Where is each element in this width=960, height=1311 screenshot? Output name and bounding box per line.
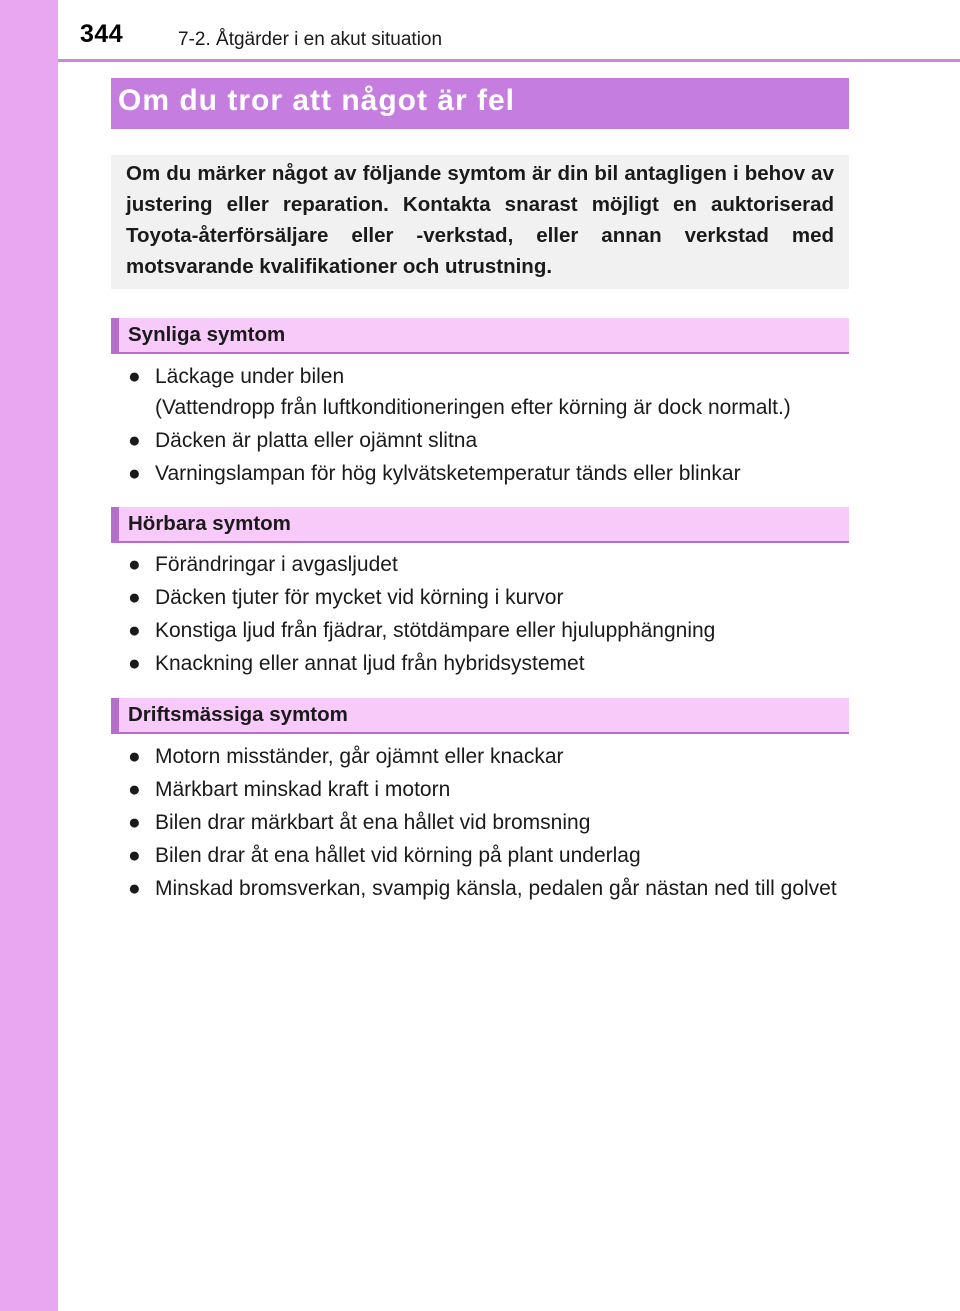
list-item [128, 615, 848, 646]
list-item-text: Läckage under bilen [155, 365, 345, 388]
bullet-icon: ● [128, 365, 141, 388]
header-rule [58, 59, 960, 62]
bullet-icon: ● [128, 811, 141, 834]
side-tab-strip [0, 0, 58, 1311]
intro-text: Om du märker något av följande symtom är din bil antagligen i behov av justering eller reparation. Kontakta snarast möjligt en auktoriserad Toyota-återförsäljare eller -verkstad, eller annan verkstad med motsvarande kvalifikationer och utrustning. [126, 162, 834, 278]
list-item [128, 840, 848, 871]
bullet-icon: ● [128, 844, 141, 867]
list-item [128, 458, 848, 489]
list-item-text: Bilen drar åt ena hållet vid körning på plant underlag [155, 844, 641, 867]
bullet-icon: ● [128, 619, 141, 642]
bullet-icon: ● [128, 462, 141, 485]
list-item-text: Förändringar i avgasljudet [155, 553, 398, 576]
section-accent-bar [111, 698, 119, 732]
symptom-list-audible [128, 549, 848, 681]
section-heading-label: Driftsmässiga symtom [128, 703, 348, 726]
page-number: 344 [80, 20, 124, 48]
list-item-text: Motorn misständer, går ojämnt eller knackar [155, 745, 564, 768]
bullet-icon: ● [128, 553, 141, 576]
list-item [128, 582, 848, 613]
symptom-list-operational [128, 741, 848, 906]
symptom-list-visible [128, 361, 848, 491]
bullet-icon: ● [128, 778, 141, 801]
section-accent-bar [111, 318, 119, 352]
list-item-text: Knackning eller annat ljud från hybridsystemet [155, 652, 585, 675]
list-item-note: (Vattendropp från luftkonditioneringen efter körning är dock normalt.) [155, 396, 791, 419]
list-item-text: Däcken är platta eller ojämnt slitna [155, 429, 478, 452]
list-item [128, 361, 848, 423]
section-heading-operational [111, 698, 849, 734]
list-item-text: Minskad bromsverkan, svampig känsla, pedalen går nästan ned till golvet [155, 877, 837, 900]
list-item-text: Märkbart minskad kraft i motorn [155, 778, 451, 801]
list-item [128, 741, 848, 772]
list-item [128, 774, 848, 805]
bullet-icon: ● [128, 652, 141, 675]
section-accent-bar [111, 507, 119, 541]
list-item [128, 425, 848, 456]
section-heading-label: Synliga symtom [128, 323, 286, 346]
list-item [128, 873, 848, 904]
bullet-icon: ● [128, 429, 141, 452]
list-item [128, 549, 848, 580]
section-heading-visible [111, 318, 849, 354]
list-item-text: Däcken tjuter för mycket vid körning i kurvor [155, 586, 564, 609]
section-heading-audible [111, 507, 849, 543]
list-item [128, 807, 848, 838]
page-title: Om du tror att något är fel [118, 84, 516, 117]
list-item-text: Bilen drar märkbart åt ena hållet vid bromsning [155, 811, 591, 834]
chapter-reference: 7-2. Åtgärder i en akut situation [178, 29, 443, 50]
bullet-icon: ● [128, 745, 141, 768]
section-heading-label: Hörbara symtom [128, 512, 291, 535]
bullet-icon: ● [128, 586, 141, 609]
list-item [128, 648, 848, 679]
list-item-text: Konstiga ljud från fjädrar, stötdämpare eller hjulupphängning [155, 619, 716, 642]
bullet-icon: ● [128, 877, 141, 900]
list-item-text: Varningslampan för hög kylvätsketemperatur tänds eller blinkar [155, 462, 741, 485]
